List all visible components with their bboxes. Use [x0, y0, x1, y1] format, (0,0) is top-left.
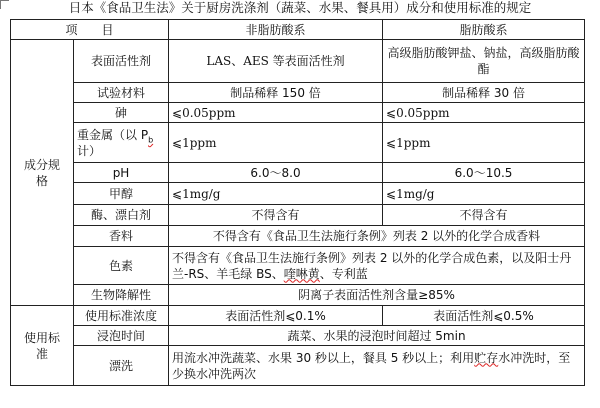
cell-value: 6.0～10.5	[383, 163, 585, 183]
row-label: 试验材料	[74, 83, 169, 103]
cell-text: 不得含有《食品卫生法施行条例》列表 2 以外的化学合成色素，以及阳士丹兰-RS、羊毛绿 BS、	[172, 250, 572, 281]
cell-text-marked: 喹啉黄	[283, 266, 320, 281]
cell-value: 制品稀释 30 倍	[383, 83, 585, 103]
row-label: 浸泡时间	[74, 326, 169, 346]
table-row	[11, 205, 585, 226]
cell-text: 用流水冲洗蔬菜、水果 30 秒以上，餐具 5 秒以上；利用	[172, 350, 475, 365]
row-label: pH	[74, 163, 169, 183]
header-item: 项 目	[11, 20, 169, 40]
table-row	[11, 346, 585, 386]
table-row	[11, 183, 585, 205]
table-row	[11, 83, 585, 103]
group-composition: 成分规格	[11, 40, 74, 306]
cell-text: 水冲洗时，至少换水冲洗两次	[172, 350, 571, 381]
row-label: 漂洗	[74, 346, 169, 386]
table-row	[11, 247, 585, 285]
row-label: 色素	[74, 247, 169, 285]
cell-value: ⩽1mg/g	[169, 183, 383, 205]
cell-value: ⩽0.05ppm	[383, 103, 585, 123]
table-row	[11, 123, 585, 163]
table-row	[11, 163, 585, 183]
cell-value: ⩽1ppm	[383, 123, 585, 163]
row-label	[74, 123, 169, 163]
row-label: 香料	[74, 226, 169, 247]
table-row	[11, 306, 585, 326]
row-label: 表面活性剂	[74, 40, 169, 83]
table-row	[11, 103, 585, 123]
cell-text-marked: 贮存	[474, 350, 499, 365]
cell-value: ⩽0.05ppm	[169, 103, 383, 123]
header-non-fatty: 非脂肪酸系	[169, 20, 383, 40]
cell-value: 表面活性剂⩽0.5%	[383, 306, 585, 326]
cell-text: 、专利蓝	[319, 266, 368, 281]
header-row	[11, 20, 585, 40]
header-fatty: 脂肪酸系	[383, 20, 585, 40]
row-label: 甲醇	[74, 183, 169, 205]
table-row	[11, 226, 585, 247]
cell-value: ⩽1mg/g	[383, 183, 585, 205]
cell-value: 不得含有《食品卫生法施行条例》列表 2 以外的化学合成香料	[169, 226, 585, 247]
row-label: 砷	[74, 103, 169, 123]
row-label-subscript: b	[148, 134, 154, 144]
table-caption: 日本《食品卫生法》关于厨房洗涤剂（蔬菜、水果、餐具用）成分和使用标准的规定	[68, 0, 532, 15]
cell-value	[169, 346, 585, 386]
cell-value: 不得含有	[383, 205, 585, 226]
cell-value	[169, 247, 585, 285]
table-row	[11, 326, 585, 346]
cell-value: ⩽1ppm	[169, 123, 383, 163]
cell-value: LAS、AES 等表面活性剂	[169, 40, 383, 83]
cell-value: 阴离子表面活性剂含量≥85%	[169, 285, 585, 306]
cell-value: 制品稀释 150 倍	[169, 83, 383, 103]
row-label-text: 重金属（以 P	[77, 127, 149, 142]
cell-value: 高级脂肪酸钾盐、钠盐，高级脂肪酸酯	[383, 40, 585, 83]
table-row	[11, 40, 585, 83]
group-usage: 使用标准	[11, 306, 74, 386]
row-label: 使用标准浓度	[74, 306, 169, 326]
row-label: 酶、漂白剂	[74, 205, 169, 226]
cell-value: 表面活性剂⩽0.1%	[169, 306, 383, 326]
row-label: 生物降解性	[74, 285, 169, 306]
regulation-table	[10, 19, 585, 386]
cell-value: 蔬菜、水果的浸泡时间超过 5min	[169, 326, 585, 346]
cell-value: 不得含有	[169, 205, 383, 226]
row-label-text: 计）	[77, 143, 102, 158]
table-row	[11, 285, 585, 306]
cell-value: 6.0～8.0	[169, 163, 383, 183]
